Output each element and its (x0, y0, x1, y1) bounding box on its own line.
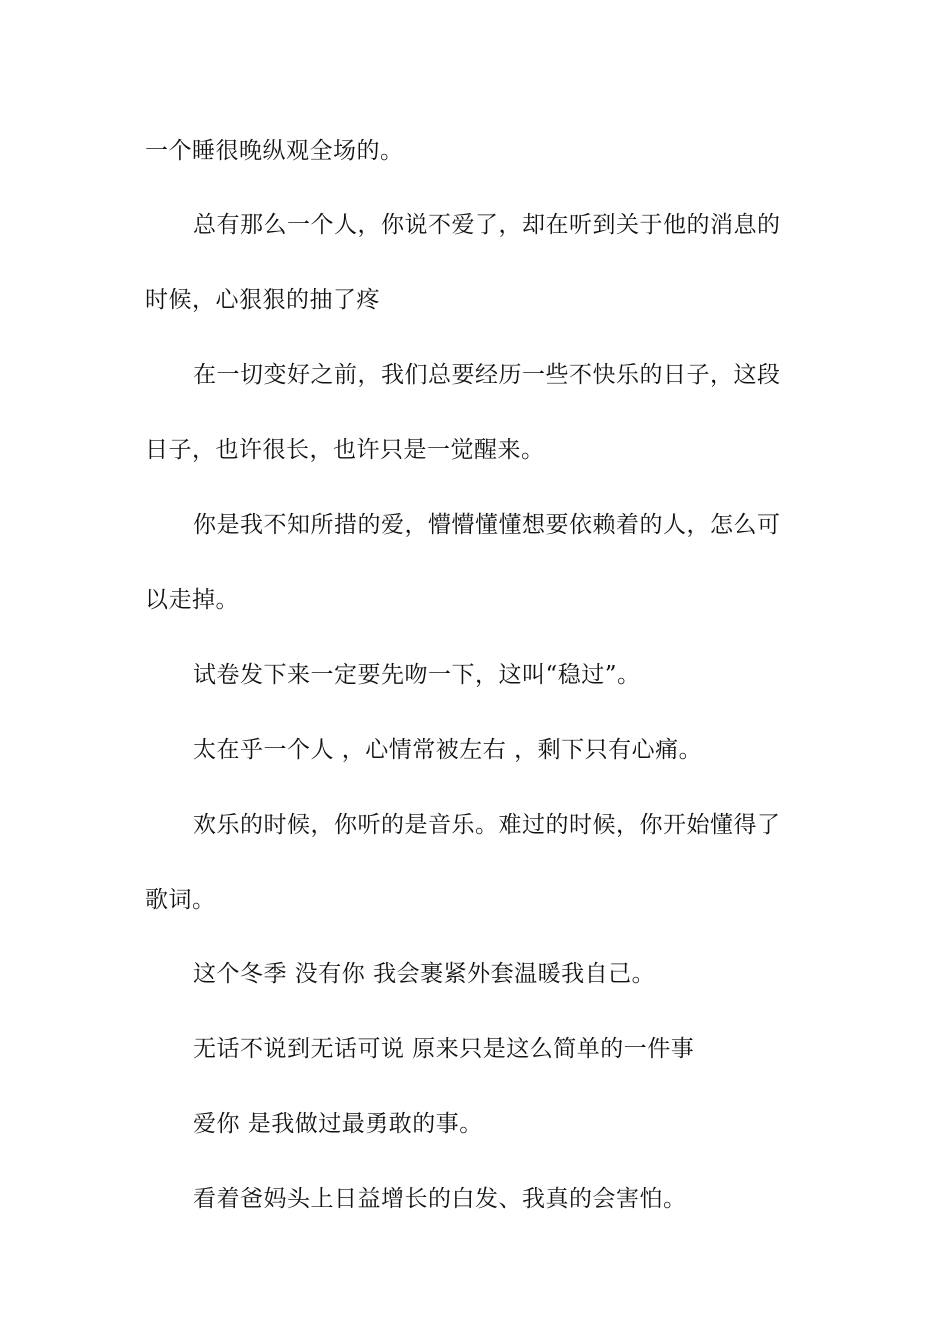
paragraph-line: 这个冬季 没有你 我会裹紧外套温暖我自己。 (193, 961, 656, 987)
paragraph-line: 看着爸妈头上日益增长的白发、我真的会害怕。 (193, 1186, 687, 1212)
text-line: 时候，心狠狠的抽了疼 (145, 287, 380, 313)
paragraph-line: 总有那么一个人，你说不爱了，却在听到关于他的消息的 (193, 212, 781, 238)
paragraph-line: 无话不说到无话可说 原来只是这么简单的一件事 (193, 1036, 695, 1062)
paragraph-line: 你是我不知所措的爱，懵懵懂懂想要依赖着的人，怎么可 (193, 512, 781, 538)
text-line: 歌词。 (145, 887, 216, 913)
paragraph-line: 欢乐的时候，你听的是音乐。难过的时候，你开始懂得了 (193, 812, 781, 838)
paragraph-line: 爱你 是我做过最勇敢的事。 (193, 1111, 483, 1137)
paragraph-line: 太在乎一个人 ，心情常被左右 ，剩下只有心痛。 (193, 737, 703, 763)
paragraph-line: 试卷发下来一定要先吻一下，这叫“稳过”。 (193, 662, 641, 688)
paragraph-line: 在一切变好之前，我们总要经历一些不快乐的日子，这段 (193, 362, 781, 388)
text-line: 一个睡很晚纵观全场的。 (145, 138, 404, 164)
text-line: 日子，也许很长，也许只是一觉醒来。 (145, 437, 545, 463)
text-line: 以走掉。 (145, 587, 239, 613)
